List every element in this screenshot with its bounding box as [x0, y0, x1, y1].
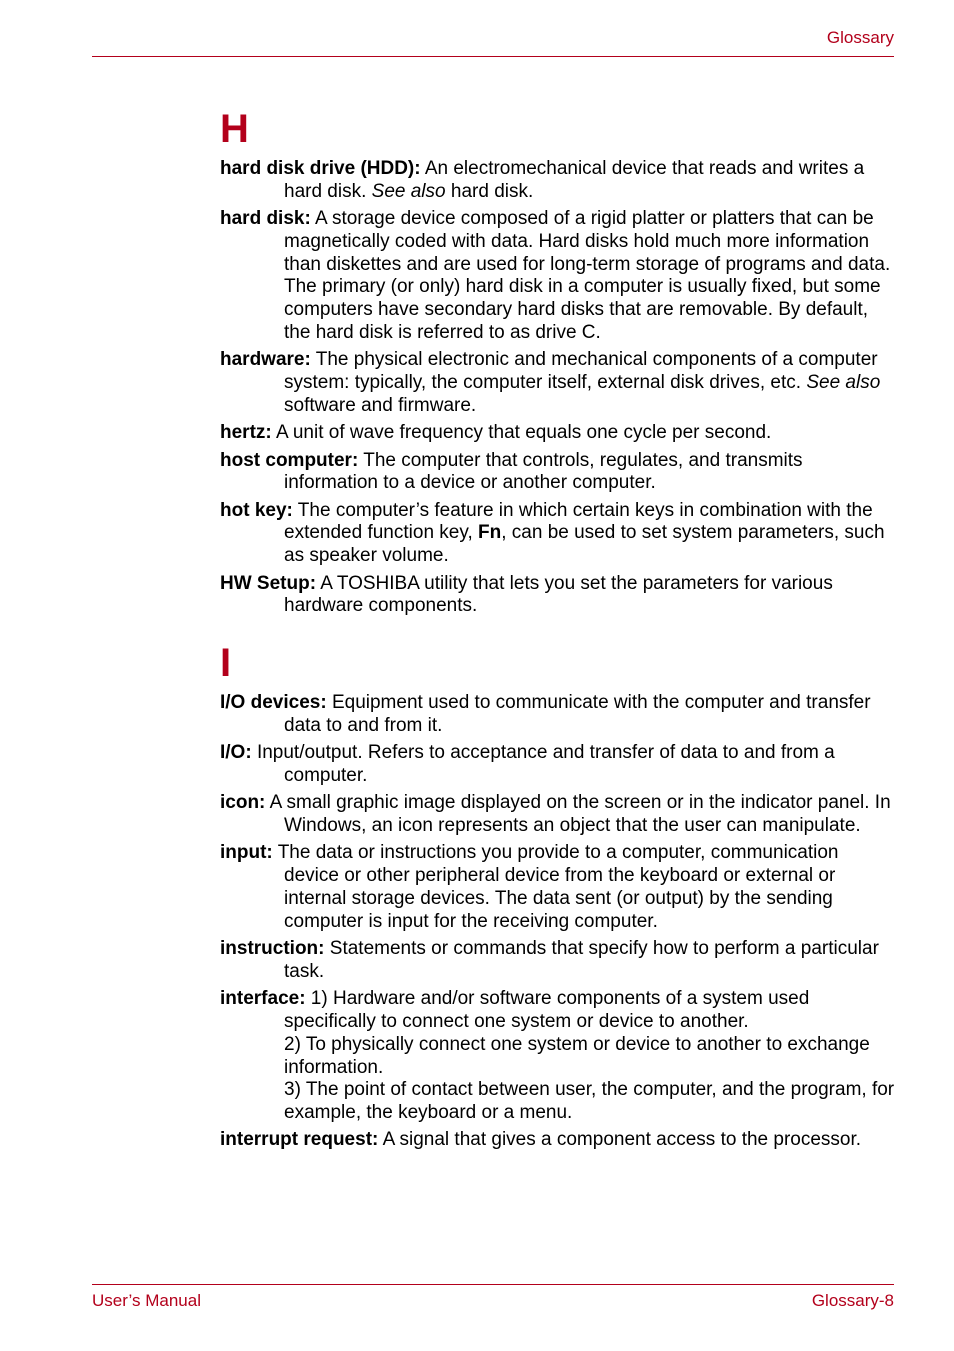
entry-io-devices	[220, 692, 896, 738]
entry-definition-part-2: 2) To physically connect one system or device to another to exchange information.	[284, 1033, 870, 1078]
glossary-content	[220, 106, 896, 1157]
entry-definition: A small graphic image displayed on the screen or in the indicator panel. In Windows, an icon represents an object that the user can manipulate.	[265, 792, 891, 837]
entry-definition: The computer’s feature in which certain keys in combination with the extended function key,	[284, 499, 873, 544]
entry-term: icon:	[220, 792, 266, 814]
entry-definition: The data or instructions you provide to a computer, communication device or other peripheral device from the keyboard or external or internal storage devices. The data sent (or output) by the sending computer is input for the receiving computer.	[272, 842, 839, 932]
entry-definition: 1) Hardware and/or software components of a system used specifically to connect one system or device to another.	[284, 988, 810, 1032]
entry-hot-key	[220, 500, 896, 568]
entry-interface	[220, 988, 896, 1125]
entry-io	[220, 742, 896, 788]
header-rule	[92, 56, 894, 57]
entry-term: interface:	[220, 988, 306, 1010]
entry-definition: Statements or commands that specify how to perform a particular task.	[284, 938, 879, 982]
see-also: See also	[371, 180, 446, 202]
entry-definition-end: software and firmware.	[284, 394, 477, 416]
entry-definition: A unit of wave frequency that equals one cycle per second.	[271, 422, 772, 444]
footer-page-number: Glossary-8	[811, 1291, 894, 1310]
entry-term: hot key:	[220, 499, 293, 521]
entry-definition-end: hard disk.	[445, 180, 534, 202]
entry-definition: Equipment used to communicate with the computer and transfer data to and from it.	[284, 692, 871, 736]
entry-interrupt-request	[220, 1129, 896, 1152]
entry-hw-setup	[220, 573, 896, 619]
entry-definition: A TOSHIBA utility that lets you set the parameters for various hardware components.	[284, 572, 833, 617]
entry-hertz	[220, 422, 896, 445]
entry-term: hardware:	[220, 349, 311, 371]
entry-icon	[220, 792, 896, 838]
entry-term: HW Setup:	[220, 572, 317, 594]
entry-term: interrupt request:	[220, 1129, 379, 1151]
entry-term: instruction:	[220, 938, 325, 960]
entry-input	[220, 842, 896, 933]
entry-hard-disk-drive	[220, 158, 896, 204]
entry-definition: A signal that gives a component access to the processor.	[378, 1129, 862, 1151]
entry-term: I/O devices:	[220, 692, 327, 714]
footer-manual-title: User’s Manual	[92, 1291, 201, 1310]
entry-definition: Input/output. Refers to acceptance and transfer of data to and from a computer.	[251, 742, 835, 787]
entry-definition: The physical electronic and mechanical components of a computer system: typically, the computer itself, external disk drives, etc.	[284, 349, 878, 394]
entry-hard-disk	[220, 208, 896, 345]
entry-term: I/O:	[220, 742, 252, 764]
entry-hardware	[220, 349, 896, 417]
entry-instruction	[220, 938, 896, 984]
section-letter-i: I	[220, 641, 232, 686]
entry-definition: An electromechanical device that reads and writes a hard disk.	[284, 158, 865, 202]
entry-definition: A storage device composed of a rigid platter or platters that can be magnetically coded with data. Hard disks hold much more information than diskettes and are used for long-term storage of programs and data. The primary (or only) hard disk in a computer is usually fixed, but some computers have secondary hard disks that are removable. By default, the hard disk is referred to as drive C.	[284, 208, 891, 344]
see-also: See also	[806, 372, 881, 394]
entry-term: host computer:	[220, 449, 359, 471]
entry-term: hard disk:	[220, 208, 311, 230]
entry-term: hard disk drive (HDD):	[220, 158, 421, 179]
footer-rule	[92, 1284, 894, 1285]
entry-definition-part-3: 3) The point of contact between user, the computer, and the program, for example, the keyboard or a menu.	[284, 1079, 895, 1124]
page-header-title: Glossary	[826, 28, 894, 47]
section-letter-h: H	[220, 107, 249, 151]
entry-definition: The computer that controls, regulates, and transmits information to a device or another computer.	[284, 449, 803, 494]
entry-term: input:	[220, 842, 273, 864]
entry-host-computer	[220, 450, 896, 496]
entry-definition-end: , can be used to set system parameters, such as speaker volume.	[284, 522, 885, 567]
fn-key-label: Fn	[478, 522, 502, 544]
entry-term: hertz:	[220, 422, 272, 444]
